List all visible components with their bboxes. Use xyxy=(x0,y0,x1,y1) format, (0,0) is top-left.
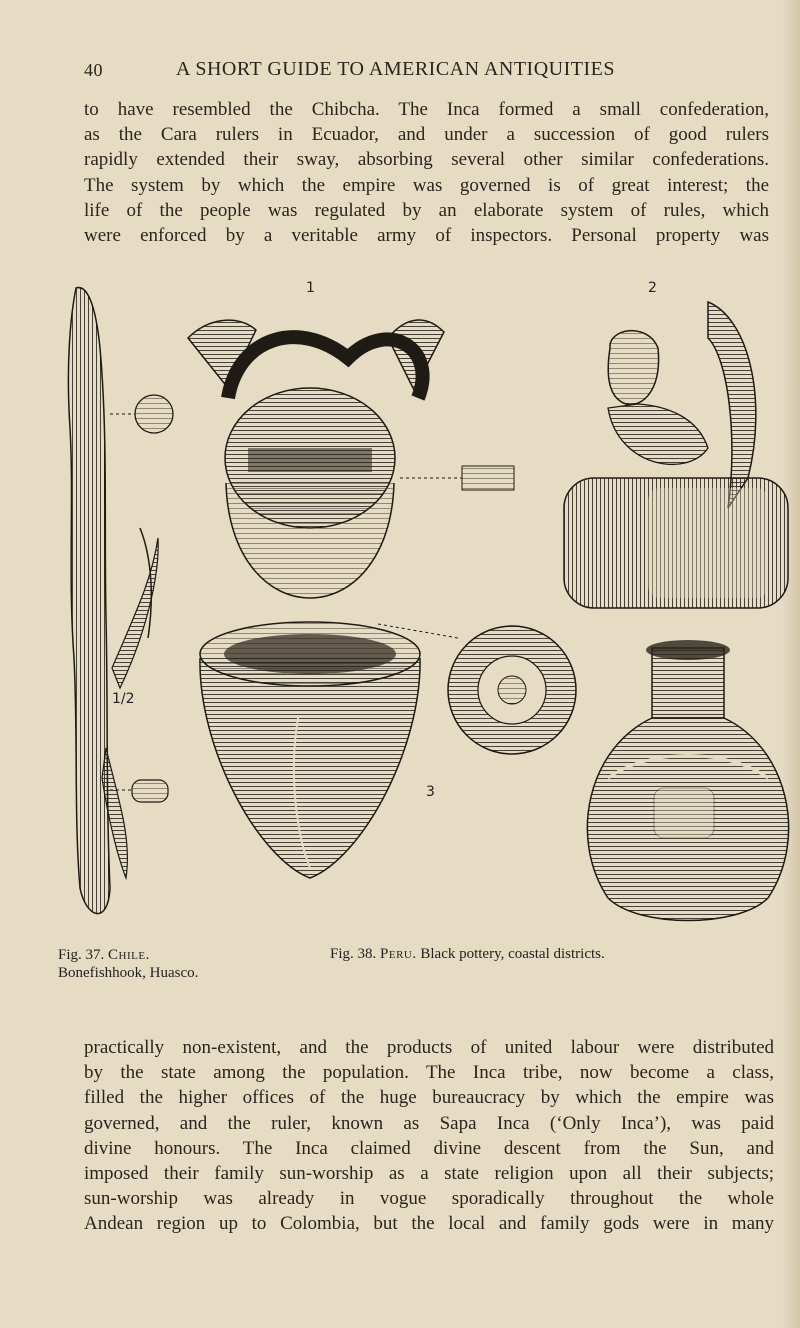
fig-37-description: Bonefishhook, Huasco. xyxy=(58,965,199,981)
vessel-1-label: 1 xyxy=(306,280,315,296)
text-line: by the state among the population. The Inca tribe, now become a class, xyxy=(84,1062,774,1084)
vessel-1-stirrup-jar xyxy=(188,280,514,598)
fig-38-place: Peru. xyxy=(380,946,417,962)
text-line: were enforced by a veritable army of inspectors. Personal property was xyxy=(84,225,769,247)
caption-fig-38 xyxy=(330,946,605,963)
text-line: practically non-existent, and the products of united labour were distributed xyxy=(84,1037,774,1058)
vessel-3-dish-top-view xyxy=(426,626,576,800)
fig-37-place: Chile. xyxy=(108,947,150,963)
running-header xyxy=(84,58,724,88)
text-line: life of the people was regulated by an elaborate system of rules, which xyxy=(84,199,769,221)
fig-38-description: Black pottery, coastal districts. xyxy=(420,946,605,962)
running-title: A SHORT GUIDE TO AMERICAN ANTIQUITIES xyxy=(176,58,615,80)
vessel-2-figure-vessel xyxy=(564,280,788,608)
page-number: 40 xyxy=(84,60,103,80)
engraving-figure xyxy=(48,278,796,938)
text-line: sun-worship was already in vogue sporadically throughout the whole xyxy=(84,1188,774,1210)
text-line: as the Cara rulers in Ecuador, and under a succession of good rulers xyxy=(84,124,769,146)
vessel-2-label: 2 xyxy=(648,280,657,296)
black-bowl-drawing xyxy=(200,622,458,878)
text-line: to have resembled the Chibcha. The Inca formed a small confederation, xyxy=(84,99,769,120)
text-line: rapidly extended their sway, absorbing several other similar confederations. xyxy=(84,149,769,171)
paragraph-bottom xyxy=(84,1035,774,1237)
text-line: The system by which the empire was governed is of great interest; the xyxy=(84,174,769,196)
text-line: imposed their family sun-worship as a state religion upon all their subjects; xyxy=(84,1163,774,1185)
fig-38-number: Fig. 38. xyxy=(330,946,377,962)
text-line: governed, and the ruler, known as Sapa Inca (‘Only Inca’), was paid xyxy=(84,1112,774,1134)
text-line: filled the higher offices of the huge bureaucracy by which the empire was xyxy=(84,1087,774,1109)
paragraph-top xyxy=(84,97,769,248)
large-jar-drawing xyxy=(587,640,788,921)
caption-fig-37 xyxy=(58,946,198,982)
pottery-engraving xyxy=(48,278,796,938)
hook-scale-label: 1/2 xyxy=(112,691,135,707)
fig-37-number: Fig. 37. xyxy=(58,947,105,963)
text-line: Andean region up to Colombia, but the local and family gods were in many xyxy=(84,1213,774,1235)
text-line: divine honours. The Inca claimed divine descent from the Sun, and xyxy=(84,1137,774,1159)
bone-fishhook-drawing xyxy=(68,288,173,914)
vessel-3-label: 3 xyxy=(426,784,435,800)
